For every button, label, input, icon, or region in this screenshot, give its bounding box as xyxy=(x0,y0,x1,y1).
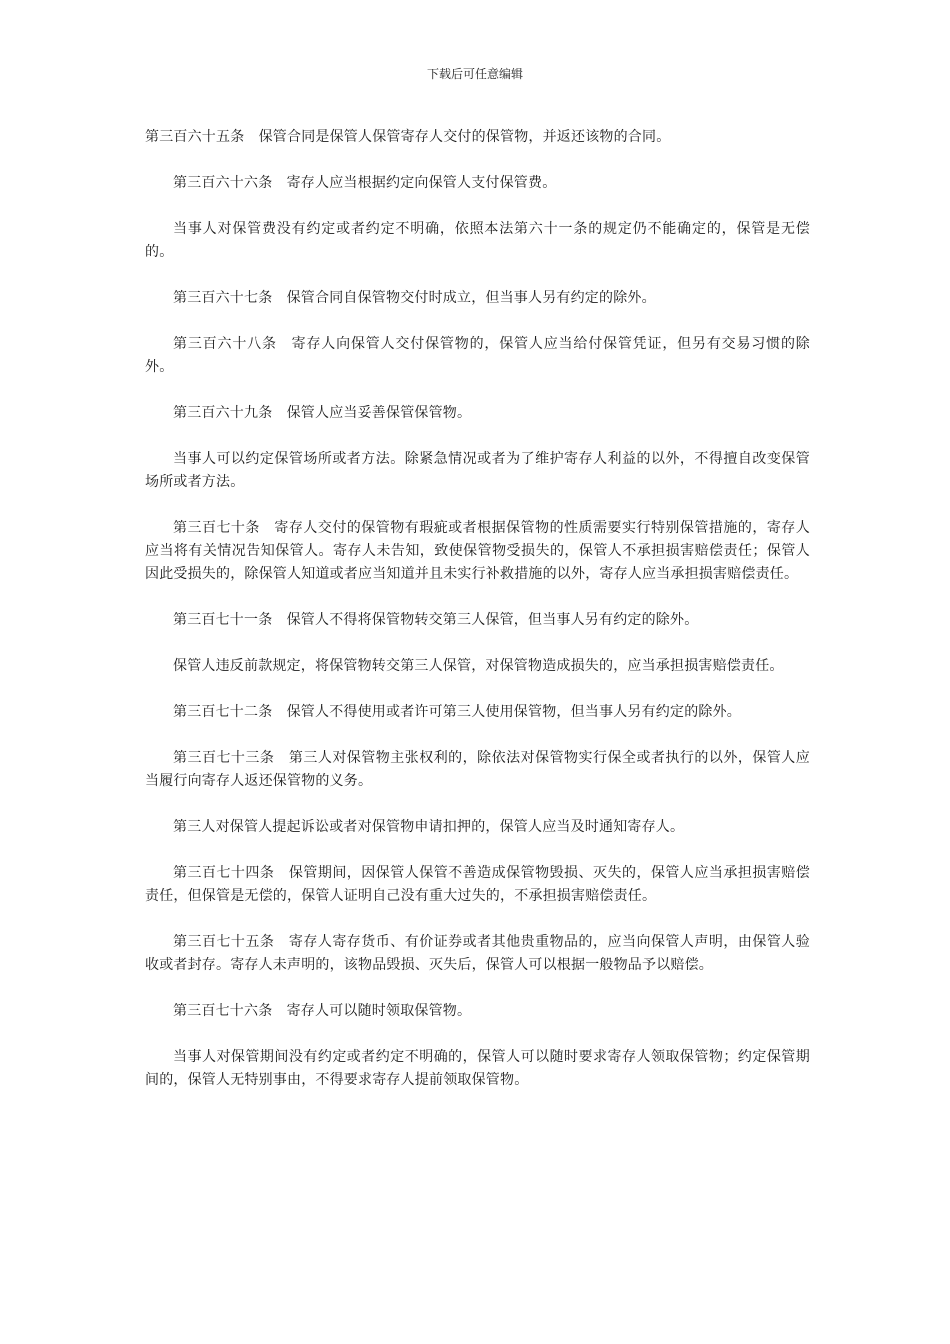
article-368: 第三百六十八条 寄存人向保管人交付保管物的，保管人应当给付保管凭证，但另有交易习惯的除外。 xyxy=(145,336,810,375)
article-367: 第三百六十七条 保管合同自保管物交付时成立，但当事人另有约定的除外。 xyxy=(173,290,656,306)
article-375: 第三百七十五条 寄存人寄存货币、有价证券或者其他贵重物品的，应当向保管人声明，由保管人验收或者封存。寄存人未声明的，该物品毁损、灭失后，保管人可以根据一般物品予以赔偿。 xyxy=(145,934,810,973)
article-376-paragraph-2: 当事人对保管期间没有约定或者约定不明确的，保管人可以随时要求寄存人领取保管物；约定保管期间的，保管人无特别事由，不得要求寄存人提前领取保管物。 xyxy=(145,1049,810,1088)
article-366-paragraph-2: 当事人对保管费没有约定或者约定不明确，依照本法第六十一条的规定仍不能确定的，保管是无偿的。 xyxy=(145,221,810,260)
article-373-paragraph-2: 第三人对保管人提起诉讼或者对保管物申请扣押的，保管人应当及时通知寄存人。 xyxy=(173,819,685,835)
article-373: 第三百七十三条 第三人对保管物主张权利的，除依法对保管物实行保全或者执行的以外，保管人应当履行向寄存人返还保管物的义务。 xyxy=(145,750,810,789)
article-372: 第三百七十二条 保管人不得使用或者许可第三人使用保管物，但当事人另有约定的除外。 xyxy=(173,704,741,720)
article-369-paragraph-2: 当事人可以约定保管场所或者方法。除紧急情况或者为了维护寄存人利益的以外，不得擅自改变保管场所或者方法。 xyxy=(145,451,810,490)
article-374: 第三百七十四条 保管期间，因保管人保管不善造成保管物毁损、灭失的，保管人应当承担损害赔偿责任，但保管是无偿的，保管人证明自己没有重大过失的，不承担损害赔偿责任。 xyxy=(145,865,810,904)
article-371: 第三百七十一条 保管人不得将保管物转交第三人保管，但当事人另有约定的除外。 xyxy=(173,612,699,628)
article-370: 第三百七十条 寄存人交付的保管物有瑕疵或者根据保管物的性质需要实行特别保管措施的，寄存人应当将有关情况告知保管人。寄存人未告知，致使保管物受损失的，保管人不承担损害赔偿责任；保管人因此受损失的，除保管人知道或者应当知道并且未实行补救措施的以外，寄存人应当承担损害赔偿责任。 xyxy=(145,520,810,582)
document-body xyxy=(145,126,810,1115)
article-371-paragraph-2: 保管人违反前款规定，将保管物转交第三人保管，对保管物造成损失的，应当承担损害赔偿责任。 xyxy=(173,658,784,674)
article-369: 第三百六十九条 保管人应当妥善保管保管物。 xyxy=(173,405,472,421)
page-header: 下载后可任意编辑 xyxy=(426,67,523,81)
article-365: 第三百六十五条 保管合同是保管人保管寄存人交付的保管物，并返还该物的合同。 xyxy=(145,129,671,145)
article-366: 第三百六十六条 寄存人应当根据约定向保管人支付保管费。 xyxy=(173,175,557,191)
article-376: 第三百七十六条 寄存人可以随时领取保管物。 xyxy=(173,1003,472,1019)
